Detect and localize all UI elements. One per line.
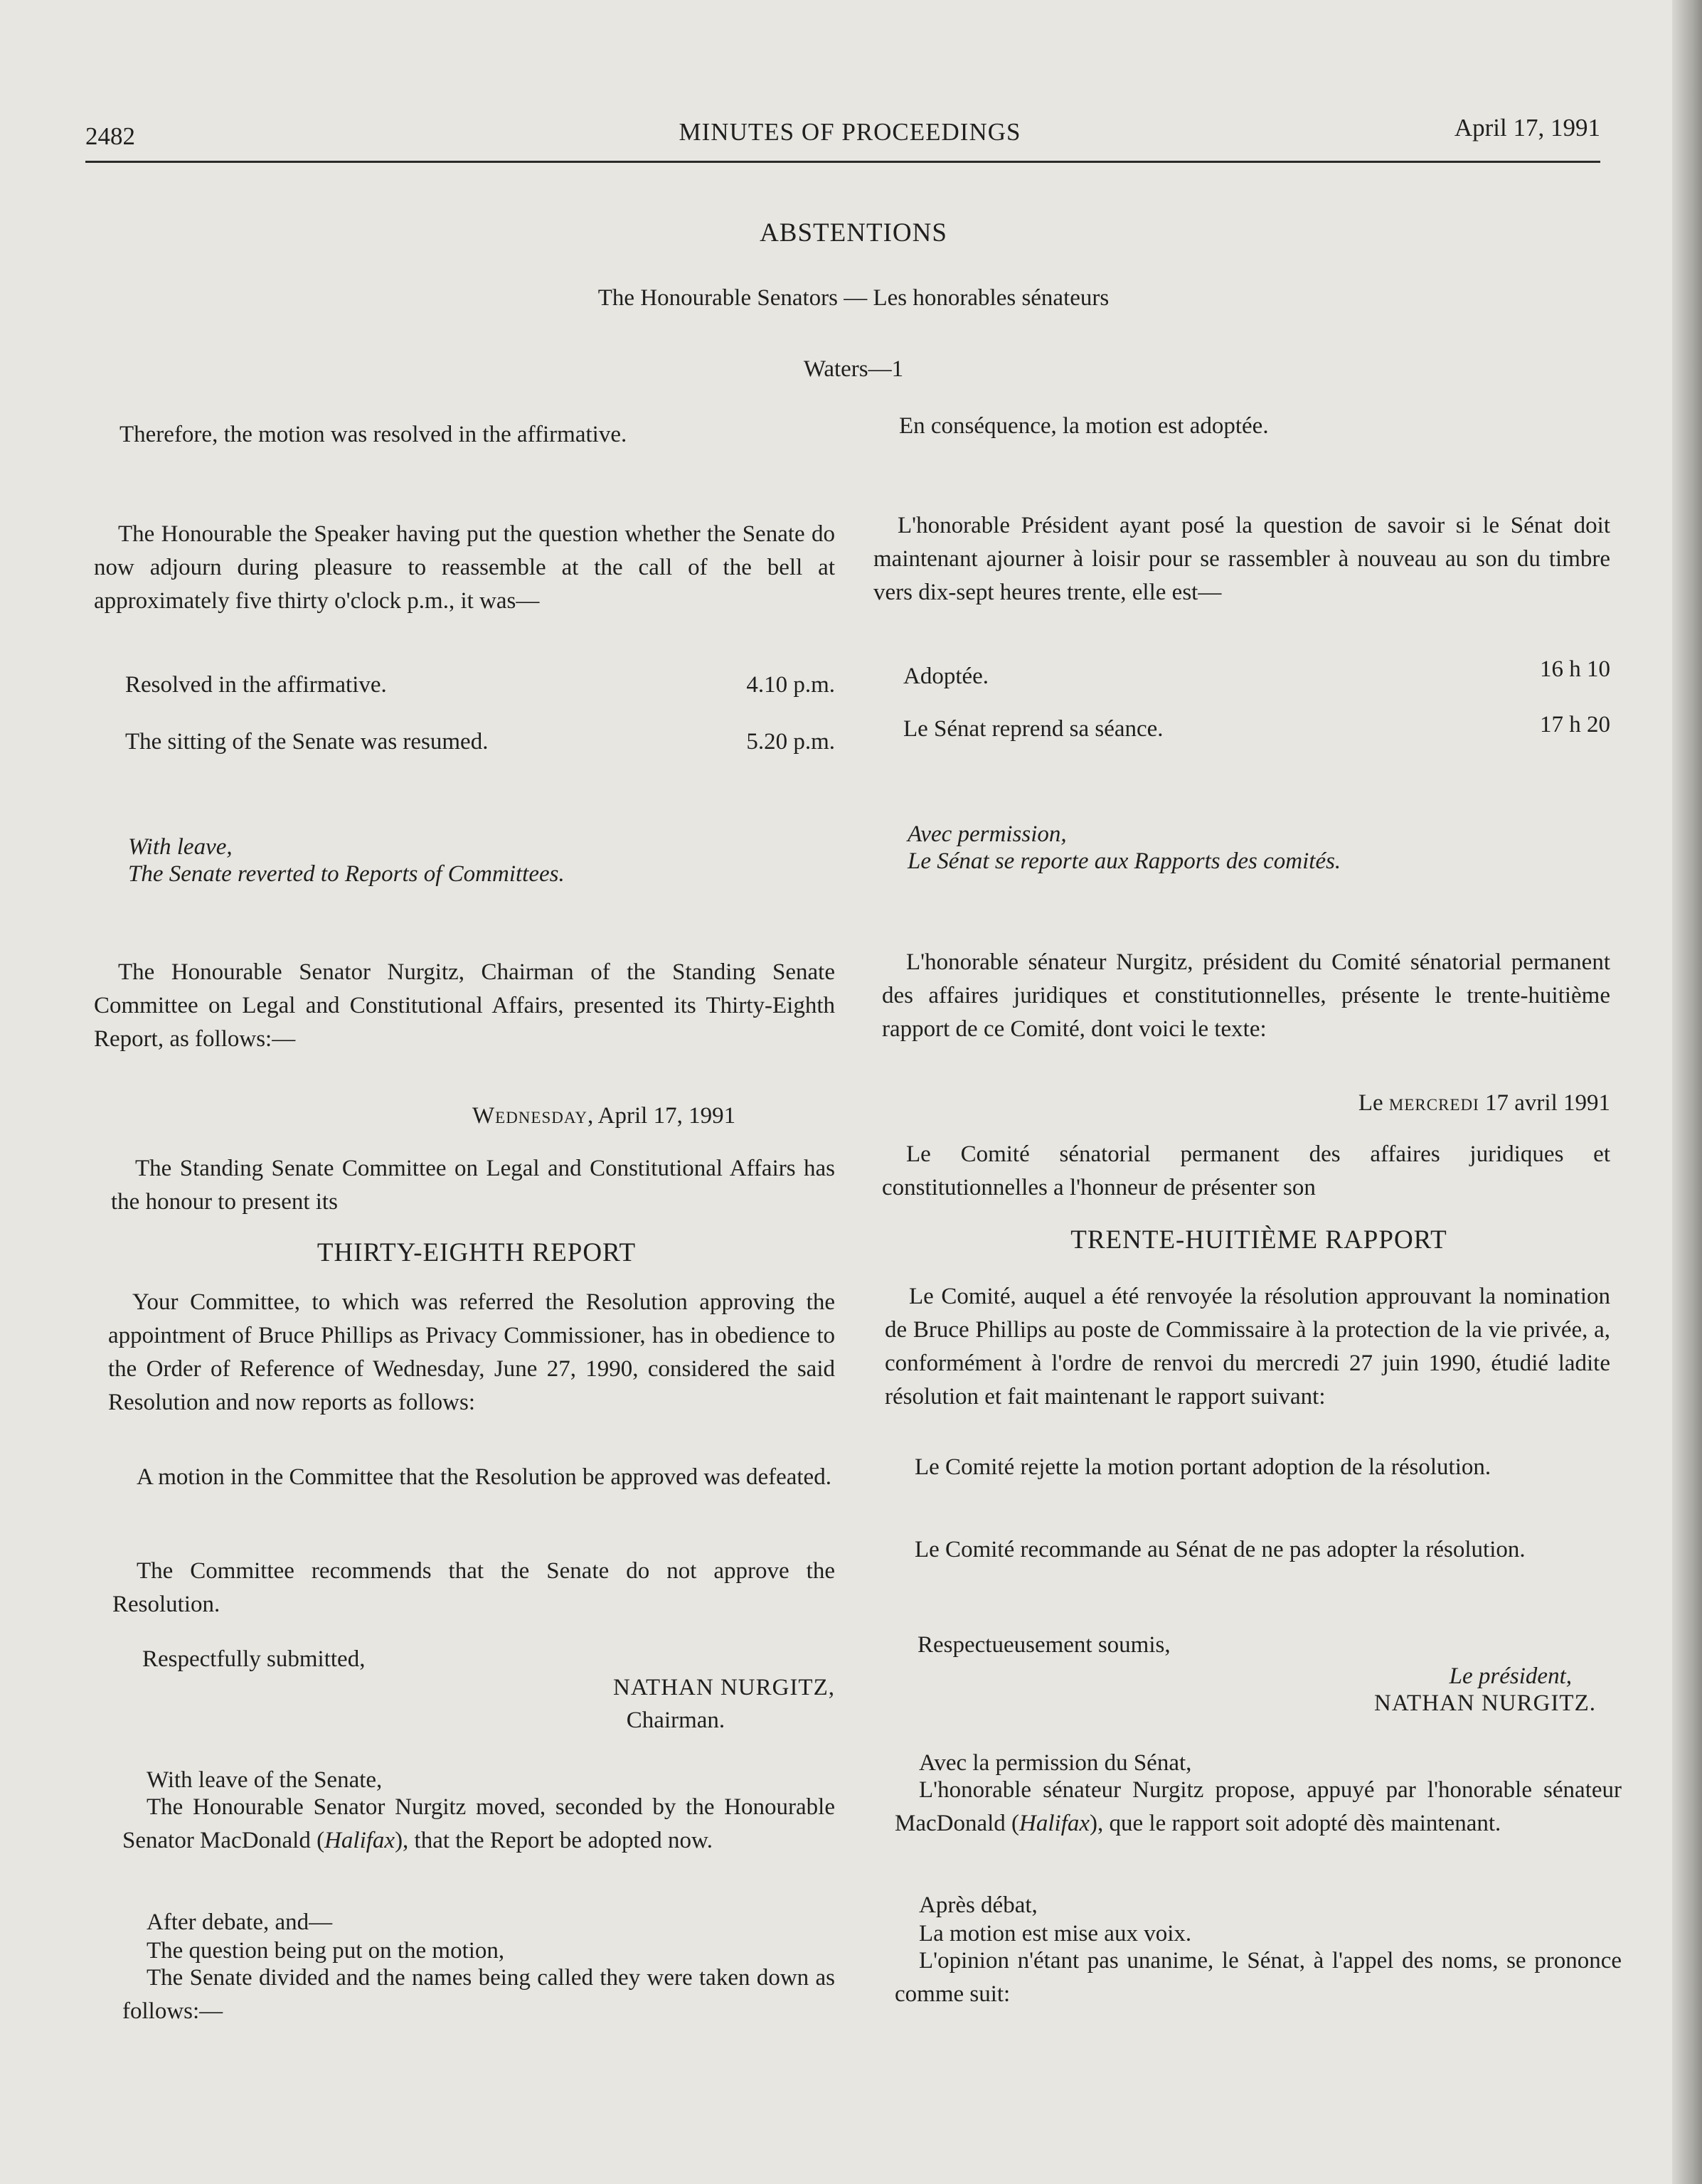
fr-committee-honour: Le Comité sénatorial permanent des affaires juridiques et constitutionnelles a l'honneur de présenter son — [882, 1141, 1610, 1200]
en-recommends: The Committee recommends that the Senate do not approve the Resolution. — [112, 1558, 835, 1617]
fr-divided: L'opinion n'étant pas unanime, le Sénat, à l'appel des noms, se prononce comme suit: — [895, 1948, 1622, 2007]
fr-moved — [895, 1774, 1622, 1841]
fr-resolved-time: 16 h 10 — [1540, 656, 1610, 682]
en-motion-defeated: A motion in the Committee that the Resolution be approved was defeated. — [137, 1464, 831, 1490]
fr-resolved-row — [903, 653, 1610, 693]
fr-speaker-question: L'honorable Président ayant posé la question de savoir si le Sénat doit maintenant ajourner à loisir pour se rassembler à nouveau au son du timbre vers dix-sept heures trente, elle est— — [873, 513, 1610, 605]
en-resumed: The sitting of the Senate was resumed. — [125, 729, 489, 755]
en-moved — [122, 1791, 835, 1858]
en-reverted: The Senate reverted to Reports of Committees. — [128, 861, 565, 887]
fr-with-leave: Avec permission, — [908, 821, 1067, 847]
en-nurgitz-presented: The Honourable Senator Nurgitz, Chairman of the Standing Senate Committee on Legal and Constitutional Affairs, presented its Thirty-Eighth Report, as follows:— — [94, 959, 835, 1052]
en-signatory-title: Chairman. — [626, 1708, 725, 1733]
en-report-date-line — [472, 1099, 735, 1133]
en-leave-senate: With leave of the Senate, — [147, 1767, 383, 1793]
en-report-body: Your Committee, to which was referred the Resolution approving the appointment of Bruce Phillips as Privacy Commissioner, has in obedience to the Order of Reference of Wednesday, June 27, 1990, considered the said Resolution and now reports as follows: — [108, 1289, 835, 1415]
fr-leave-senate: Avec la permission du Sénat, — [919, 1750, 1192, 1776]
en-report-day: Wednesday — [472, 1103, 587, 1129]
en-therefore: Therefore, the motion was resolved in the affirmative. — [119, 422, 627, 447]
en-moved-a: The Honourable Senator Nurgitz moved, seconded by the Honourable Senator MacDonald ( — [122, 1794, 835, 1853]
fr-respectfully: Respectueusement soumis, — [918, 1632, 1171, 1658]
fr-signatory: NATHAN NURGITZ. — [1374, 1690, 1596, 1716]
en-with-leave: With leave, — [128, 834, 233, 860]
en-divided: The Senate divided and the names being called they were taken down as follows:— — [122, 1965, 835, 2024]
en-after-debate: After debate, and— — [147, 1909, 333, 1935]
fr-recommends: Le Comité recommande au Sénat de ne pas adopter la résolution. — [915, 1537, 1526, 1562]
fr-report-date-line — [1263, 1087, 1610, 1120]
en-committee-honour: The Standing Senate Committee on Legal and Constitutional Affairs has the honour to present its — [111, 1156, 835, 1215]
en-resumed-time: 5.20 p.m. — [746, 729, 835, 755]
fr-moved-a: L'honorable sénateur Nurgitz propose, appuyé par l'honorable sénateur MacDonald ( — [895, 1777, 1622, 1836]
fr-nurgitz-presented: L'honorable sénateur Nurgitz, président du Comité sénatorial permanent des affaires juridiques et constitutionnelles, présente le trente-huitième rapport de ce Comité, dont voici le texte: — [882, 949, 1610, 1042]
abstentions-heading: ABSTENTIONS — [760, 218, 947, 247]
fr-therefore: En conséquence, la motion est adoptée. — [899, 413, 1269, 439]
abstentions-subtitle: The Honourable Senators — Les honorables sénateurs — [597, 285, 1110, 311]
en-question-put: The question being put on the motion, — [147, 1938, 505, 1964]
en-resolved-time: 4.10 p.m. — [746, 672, 835, 698]
en-report-title: THIRTY-EIGHTH REPORT — [317, 1238, 637, 1267]
en-resumed-row — [125, 725, 835, 759]
fr-question-put: La motion est mise aux voix. — [919, 1921, 1192, 1946]
en-moved-halifax: Halifax — [324, 1828, 395, 1853]
fr-report-day: mercredi — [1388, 1090, 1479, 1116]
fr-after-debate: Après débat, — [919, 1892, 1038, 1918]
fr-moved-halifax: Halifax — [1019, 1811, 1090, 1836]
header-rule — [85, 161, 1600, 163]
fr-resumed: Le Sénat reprend sa séance. — [903, 716, 1164, 742]
en-speaker-question: The Honourable the Speaker having put the question whether the Senate do now adjourn during pleasure to reassemble at the call of the bell at approximately five thirty o'clock p.m., it was— — [94, 521, 835, 614]
fr-motion-defeated: Le Comité rejette la motion portant adoption de la résolution. — [915, 1454, 1491, 1480]
fr-signatory-title: Le président, — [1449, 1663, 1572, 1689]
en-signatory: NATHAN NURGITZ, — [613, 1675, 835, 1700]
fr-moved-b: ), que le rapport soit adopté dès maintenant. — [1090, 1811, 1501, 1836]
fr-resumed-row — [903, 708, 1610, 746]
en-resolved-row — [125, 668, 835, 702]
en-report-date: , April 17, 1991 — [587, 1103, 736, 1129]
en-resolved: Resolved in the affirmative. — [125, 672, 387, 698]
en-moved-b: ), that the Report be adopted now. — [395, 1828, 713, 1853]
fr-resumed-time: 17 h 20 — [1540, 712, 1610, 737]
fr-report-title: TRENTE-HUITIÈME RAPPORT — [1070, 1225, 1447, 1255]
page-edge — [1672, 0, 1702, 2184]
fr-report-day-prefix: Le — [1358, 1090, 1389, 1116]
abstentions-names: Waters—1 — [803, 356, 904, 382]
fr-report-body: Le Comité, auquel a été renvoyée la résolution approuvant la nomination de Bruce Phillips au poste de Commissaire à la protection de la vie privée, a, conformément à l'ordre de renvoi du mercredi 27 juin 1990, étudié ladite résolution et fait maintenant le rapport suivant: — [885, 1284, 1610, 1410]
fr-resolved: Adoptée. — [903, 664, 989, 689]
page-number: 2482 — [85, 122, 135, 150]
en-respectfully: Respectfully submitted, — [142, 1646, 366, 1672]
header-date: April 17, 1991 — [1454, 114, 1600, 142]
fr-report-date: 17 avril 1991 — [1479, 1090, 1610, 1116]
fr-reverted: Le Sénat se reporte aux Rapports des comités. — [908, 848, 1341, 874]
running-title: MINUTES OF PROCEEDINGS — [679, 118, 1021, 146]
